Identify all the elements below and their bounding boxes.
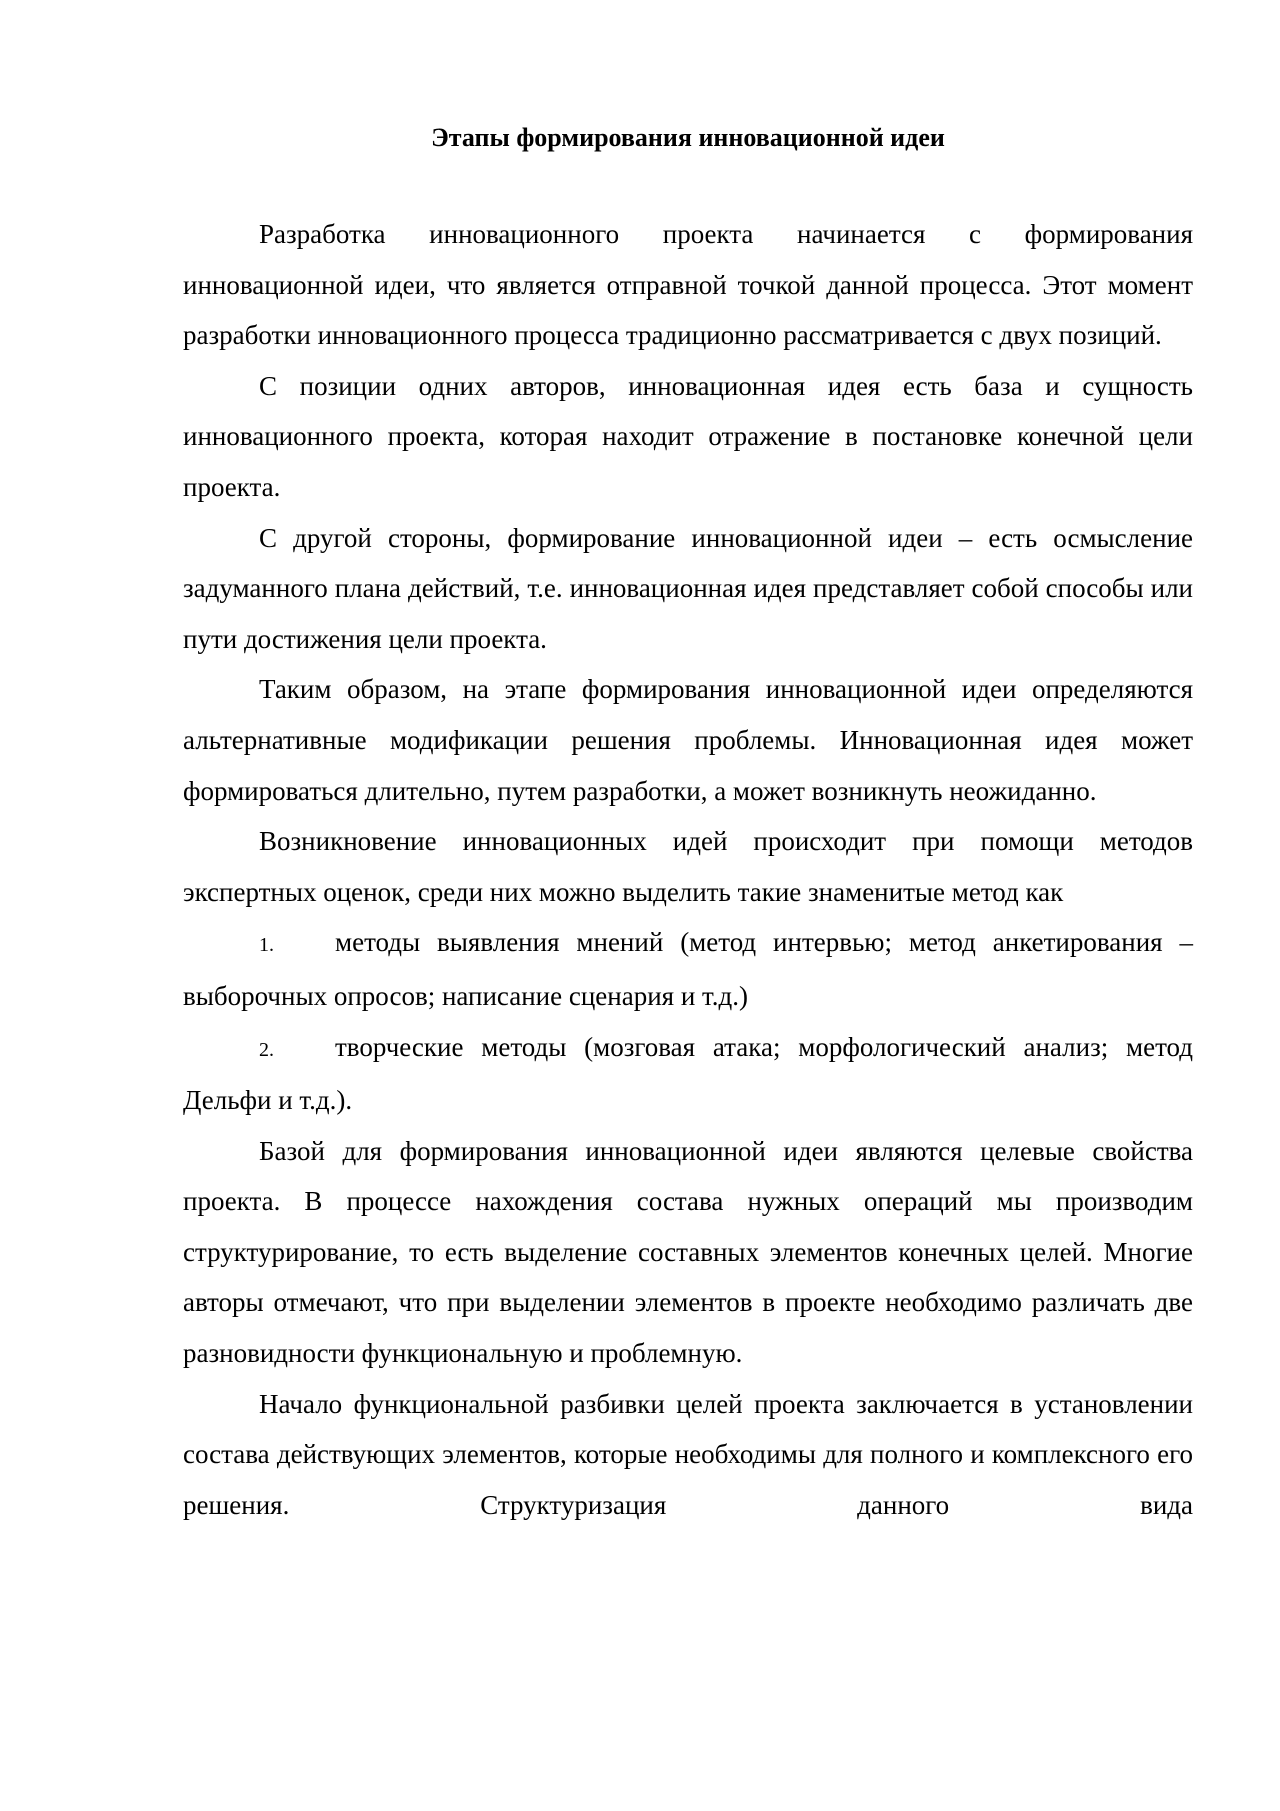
list-item — [183, 1022, 1193, 1126]
paragraph: Возникновение инновационных идей происходит при помощи методов экспертных оценок, среди них можно выделить такие знаменитые метод как — [183, 826, 1193, 907]
paragraph: С другой стороны, формирование инновационной идеи – есть осмысление задуманного плана действий, т.е. инновационная идея представляет собой способы или пути достижения цели проекта. — [183, 522, 1193, 654]
list-item-text: методы выявления мнений (метод интервью; метод анкетирования – выборочных опросов; написание сценария и т.д.) — [183, 927, 1193, 1011]
list-item-number: 1. — [259, 934, 274, 957]
list-item — [183, 917, 1193, 1021]
paragraph: С позиции одних авторов, инновационная идея есть база и сущность инновационного проекта, которая находит отражение в постановке конечной цели проекта. — [183, 370, 1193, 502]
paragraph: Начало функциональной разбивки целей проекта заключается в установлении состава действующих элементов, которые необходимы для полного и комплексного его решения. Структуризация данного вида — [183, 1388, 1193, 1520]
paragraph: Разработка инновационного проекта начинается с формирования инновационной идеи, что является отправной точкой данной процесса. Этот момент разработки инновационного процесса традиционно рассматривается с двух позиций. — [183, 219, 1193, 351]
document-title: Этапы формирования инновационной идеи — [431, 123, 945, 152]
paragraph: Таким образом, на этапе формирования инновационной идеи определяются альтернативные модификации решения проблемы. Инновационная идея может формироваться длительно, путем разработки, а может возникнуть неожиданно. — [183, 674, 1193, 806]
list-item-text: творческие методы (мозговая атака; морфологический анализ; метод Дельфи и т.д.). — [183, 1031, 1193, 1116]
list-item-number: 2. — [259, 1038, 274, 1061]
paragraph: Базой для формирования инновационной идеи являются целевые свойства проекта. В процессе нахождения состава нужных операций мы производим структурирование, то есть выделение составных элементов конечных целей. Многие авторы отмечают, что при выделении элементов в проекте необходимо различать две разновидности функциональную и проблемную. — [183, 1135, 1193, 1369]
document-body — [183, 209, 1193, 1530]
